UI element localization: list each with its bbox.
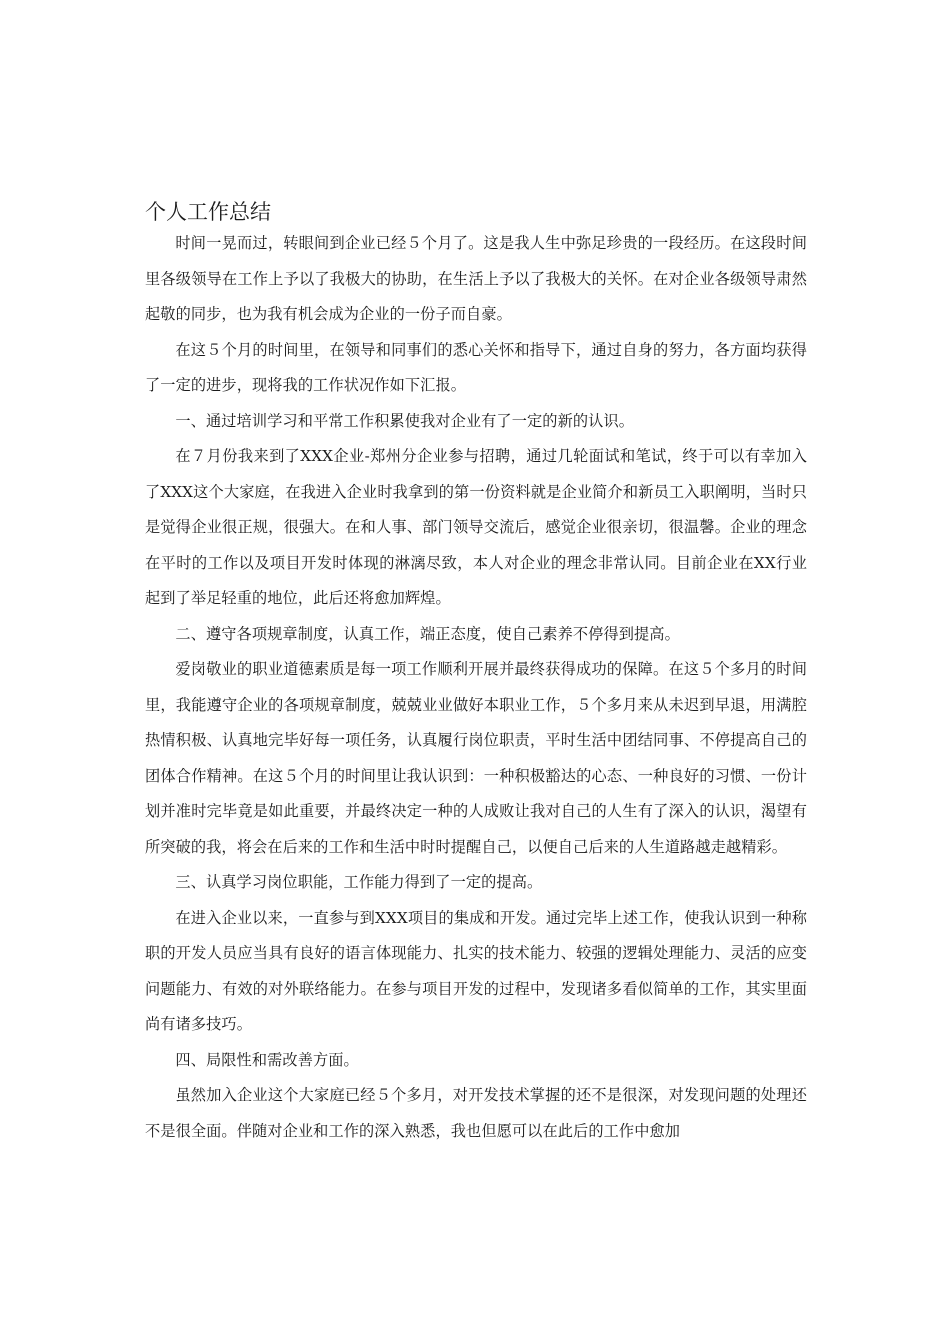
section-heading-3: 三、认真学习岗位职能，工作能力得到了一定的提高。 xyxy=(175,873,543,891)
document-page xyxy=(145,198,807,1149)
document-title: 个人工作总结 xyxy=(145,200,271,224)
section-heading-2: 二、遵守各项规章制度，认真工作，端正态度，使自己素养不停得到提高。 xyxy=(175,624,680,643)
paragraph-intro: 时间一晃而过，转眼间到企业已经５个月了。这是我人生中弥足珍贵的一段经历。在这段时间里各级领导在工作上予以了我极大的协助，在生活上予以了我极大的关怀。在对企业各级领导肃然起敬的同步，也为我有机会成为企业的一份子而自豪。 xyxy=(145,234,807,323)
paragraph-section-2: 爱岗敬业的职业道德素质是每一项工作顺利开展并最终获得成功的保障。在这５个多月的时间里，我能遵守企业的各项规章制度，兢兢业业做好本职业工作，５个多月来从未迟到早退，用满腔热情积极、认真地完毕好每一项任务，认真履行岗位职责，平时生活中团结同事、不停提高自己的团体合作精神。在这５个月的时间里让我认识到：一种积极豁达的心态、一种良好的习惯、一份计划并准时完毕竟是如此重要，并最终决定一种的人成败让我对自己的人生有了深入的认识，渴望有所突破的我，将会在后来的工作和生活中时时提醒自己，以便自己后来的人生道路越走越精彩。 xyxy=(145,660,807,856)
paragraph-summary: 在这５个月的时间里，在领导和同事们的悉心关怀和指导下，通过自身的努力，各方面均获得了一定的进步，现将我的工作状况作如下汇报。 xyxy=(145,340,807,394)
paragraph-section-3: 在进入企业以来，一直参与到XXX项目的集成和开发。通过完毕上述工作，使我认识到一种称职的开发人员应当具有良好的语言体现能力、扎实的技术能力、较强的逻辑处理能力、灵活的应变问题能力、有效的对外联络能力。在参与项目开发的过程中，发现诸多看似简单的工作，其实里面尚有诸多技巧。 xyxy=(145,908,807,1033)
section-heading-4: 四、局限性和需改善方面。 xyxy=(175,1050,359,1069)
paragraph-section-1: 在７月份我来到了XXX企业-郑州分企业参与招聘，通过几轮面试和笔试，终于可以有幸加入了XXX这个大家庭，在我进入企业时我拿到的第一份资料就是企业简介和新员工入职阐明，当时只是觉得企业很正规，很强大。在和人事、部门领导交流后，感觉企业很亲切，很温馨。企业的理念在平时的工作以及项目开发时体现的淋漓尽致，本人对企业的理念非常认同。目前企业在XX行业起到了举足轻重的地位，此后还将愈加辉煌。 xyxy=(145,447,807,607)
paragraph-section-4: 虽然加入企业这个大家庭已经５个多月，对开发技术掌握的还不是很深，对发现问题的处理还不是很全面。伴随对企业和工作的深入熟悉，我也但愿可以在此后的工作中愈加 xyxy=(145,1086,807,1140)
section-heading-1: 一、通过培训学习和平常工作积累使我对企业有了一定的新的认识。 xyxy=(175,411,635,430)
